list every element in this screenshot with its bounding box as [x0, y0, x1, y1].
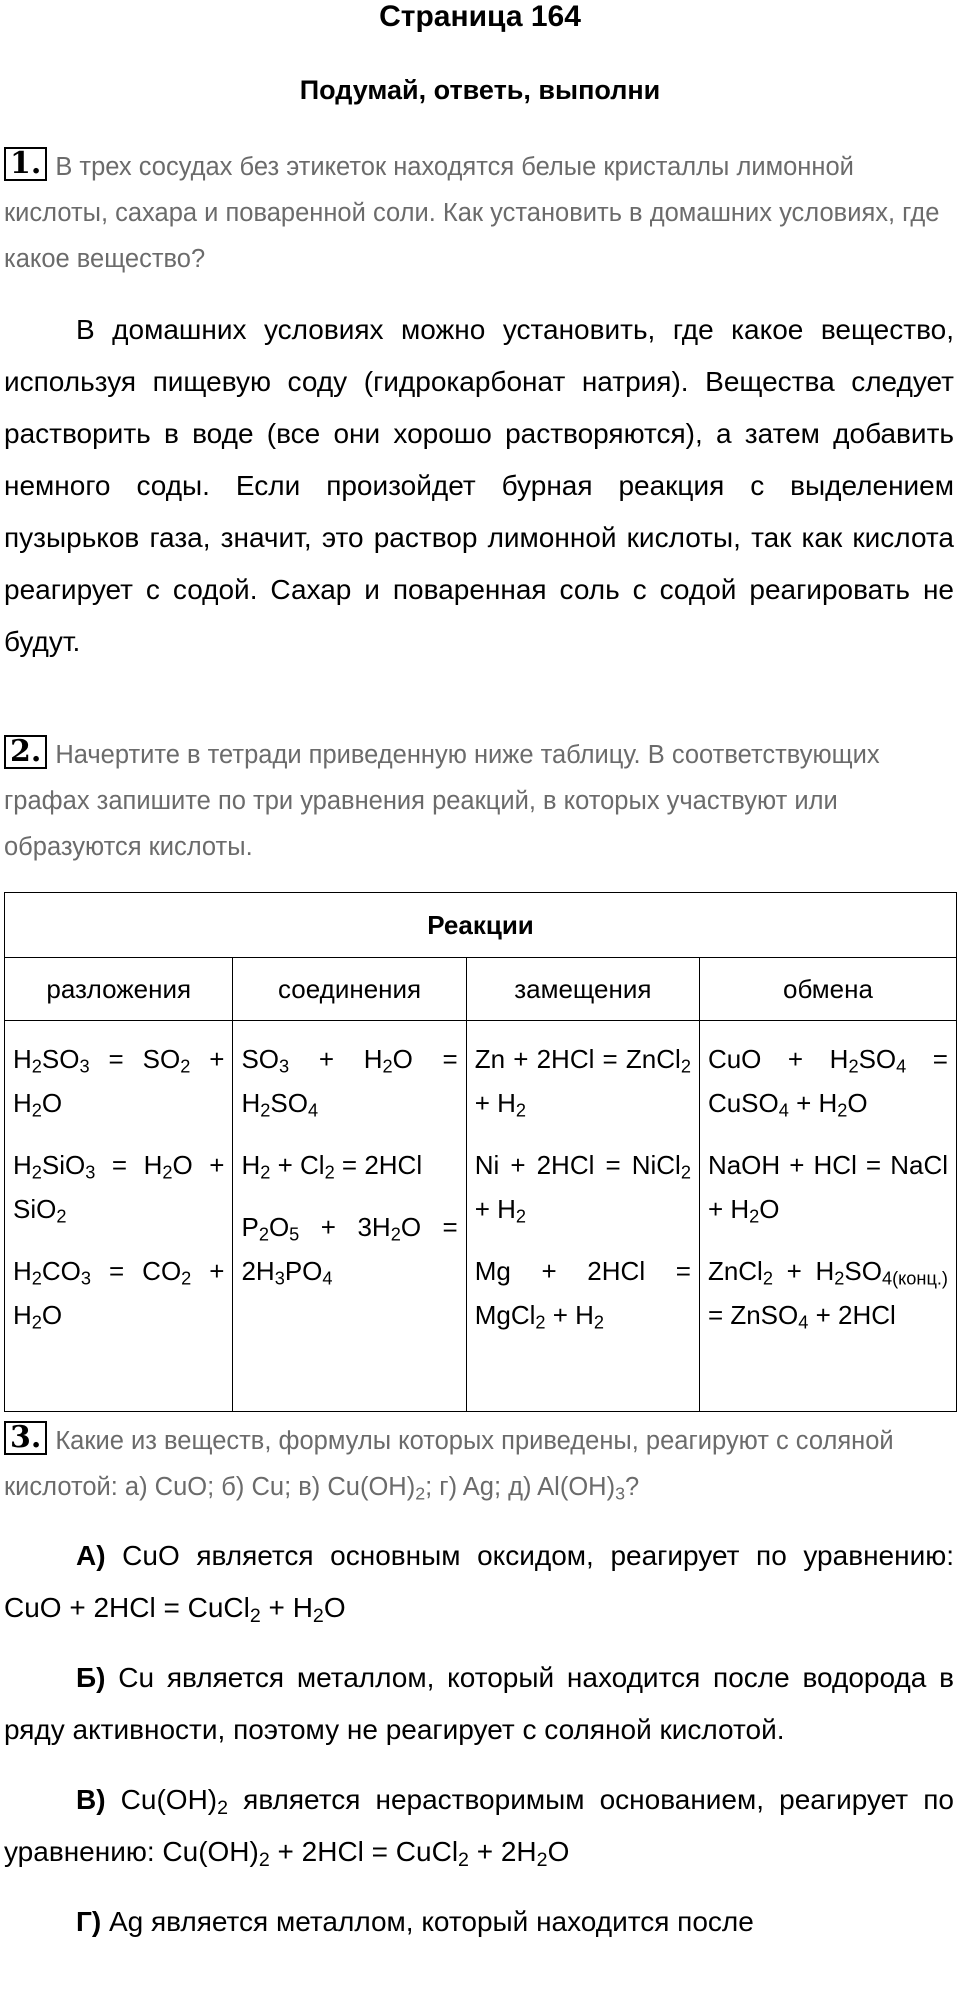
task-number: 1.	[4, 147, 47, 181]
answer-text: Cu является металлом, который находится после водорода в ряду активности, поэтому не реагирует с соляной кислотой.	[4, 1662, 954, 1745]
task-2-question	[4, 732, 954, 870]
task-number: 3.	[4, 1421, 47, 1455]
task-3-answers	[4, 1530, 954, 1948]
equation: NaOH + HCl = NaCl + $H_2O$	[707, 1150, 948, 1227]
answer-item	[4, 1896, 954, 1948]
column-header: обмена	[699, 958, 956, 1021]
answer-text: Ag является металлом, который находится после	[108, 1906, 754, 1937]
answer-text: CuO является основным оксидом, реагирует по уравнению: CuO + 2HCl = CuCl$_2$ + $H_2O$	[4, 1540, 954, 1627]
section-title: Подумай, ответь, выполни	[299, 75, 661, 105]
reactions-table	[4, 892, 957, 1412]
table-cell	[699, 1021, 956, 1412]
equation: $H_2 + Cl_2 = 2HCl$	[241, 1150, 423, 1183]
task-question-text: Какие из веществ, формулы которых приведены, реагируют с соляной кислотой: а) CuO; б) Cu; в) $Cu(OH)_2$; г) Ag; д) $Al(OH)_3$?	[4, 1427, 894, 1504]
answer-label: Б)	[76, 1662, 106, 1693]
task-number: 2.	[4, 735, 47, 769]
answer-text: $Cu(OH)_2$ является нерастворимым основанием, реагирует по уравнению: $Cu(OH)_2 + 2HCl$ = CuCl$_2$ + $2H_2O$	[4, 1784, 954, 1871]
equation: ZnCl$_2$ + $H_2SO_{4(конц.)}$ = ZnSO$_4$ + 2HCl	[707, 1256, 948, 1333]
task-question-text: Начертите в тетради приведенную ниже таблицу. В соответствующих графах запишите по три уравнения реакций, в которых участвуют или образуются кислоты.	[4, 741, 880, 861]
equation: Mg + 2HCl = MgCl$_2$ + $H_2$	[474, 1256, 691, 1333]
column-header: замещения	[466, 958, 699, 1021]
answer-label: В)	[76, 1784, 106, 1815]
task-1-answer	[4, 304, 954, 668]
answer-item	[4, 1652, 954, 1756]
task-question-text: В трех сосудах без этикеток находятся белые кристаллы лимонной кислоты, сахара и поваренной соли. Как установить в домашних условиях, где какое вещество?	[4, 153, 940, 273]
equation: $SO_3 + H_2O = H_2SO_4$	[241, 1044, 458, 1121]
task-1-question	[4, 144, 954, 282]
page-title: Страница 164	[379, 0, 581, 33]
answer-item	[4, 1530, 954, 1634]
table-header: Реакции	[5, 893, 957, 958]
table-cell	[466, 1021, 699, 1412]
table-cell	[233, 1021, 466, 1412]
task-3-question	[4, 1418, 954, 1510]
column-header: соединения	[233, 958, 466, 1021]
equation: CuO + $H_2SO_4$ = CuSO$_4$ + $H_2O$	[707, 1044, 948, 1121]
equation: $P_2O_5 + 3H_2O = 2H_3PO_4$	[241, 1212, 458, 1289]
answer-item	[4, 1774, 954, 1878]
equation: Zn + 2HCl = ZnCl$_2$ + $H_2$	[474, 1044, 691, 1121]
equation: Ni + 2HCl = NiCl$_2$ + $H_2$	[474, 1150, 691, 1227]
table-cell	[5, 1021, 233, 1412]
answer-label: Г)	[76, 1906, 102, 1937]
answer-paragraph: В домашних условиях можно установить, где какое вещество, используя пищевую соду (гидрокарбонат натрия). Вещества следует растворить в воде (все они хорошо растворяются), а затем добавить немного соды. Если произойдет бурная реакция с выделением пузырьков газа, значит, это раствор лимонной кислоты, так как кислота реагирует с содой. Сахар и поваренная соль с содой реагировать не будут.	[4, 314, 954, 657]
column-header: разложения	[5, 958, 233, 1021]
equation: $H_2SiO_3 = H_2O + SiO_2$	[13, 1150, 225, 1227]
equation: $H_2SO_3 = SO_2 + H_2O$	[13, 1044, 225, 1121]
answer-label: А)	[76, 1540, 106, 1571]
equation: $H_2CO_3 = CO_2 + H_2O$	[13, 1256, 225, 1333]
